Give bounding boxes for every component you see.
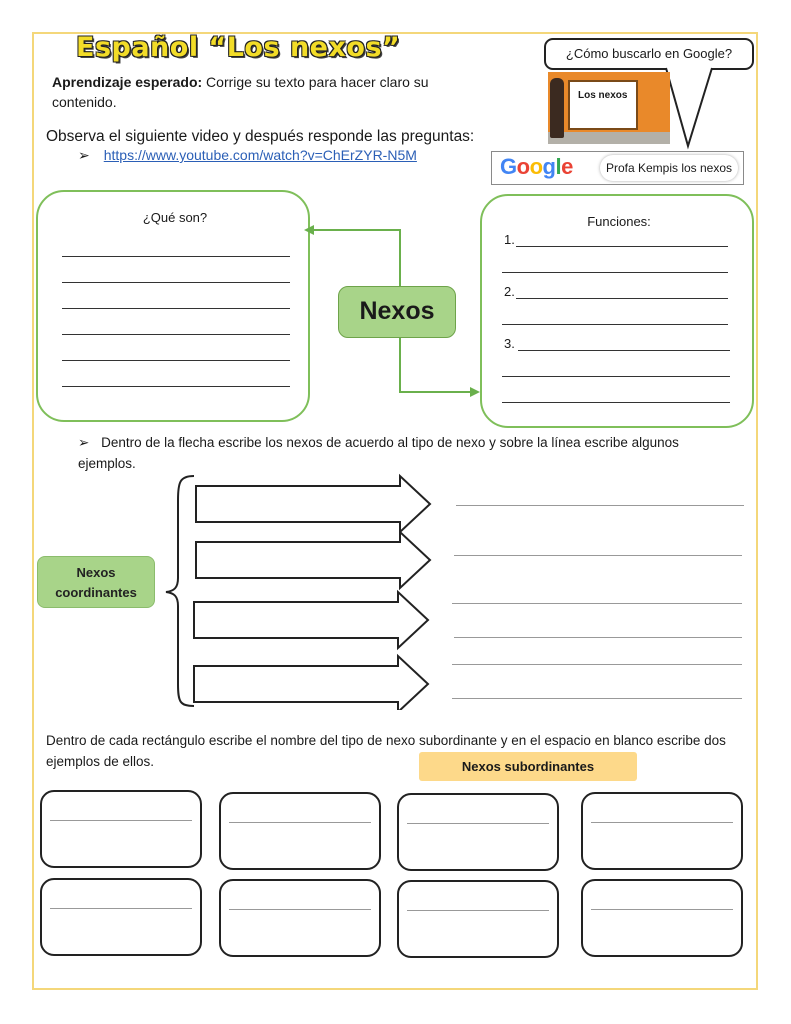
google-search-box[interactable] (491, 151, 744, 185)
teacher-avatar (550, 78, 564, 138)
function-item-1: 1. (504, 232, 515, 247)
example-line-6 (452, 698, 742, 699)
arrow-bullet-icon: ➢ (78, 147, 90, 163)
video-thumbnail[interactable] (548, 72, 670, 144)
subordinating-tag: Nexos subordinantes (419, 752, 637, 781)
coordinating-tag-line2: coordinantes (55, 585, 137, 600)
what-are-box (36, 190, 310, 422)
coordinating-tag-line1: Nexos (76, 565, 116, 580)
coordinating-instruction-text: Dentro de la flecha escribe los nexos de acuerdo al tipo de nexo y sobre la línea escribe algunos ejemplos. (78, 435, 679, 471)
learning-objective (52, 72, 492, 112)
arrow-shape-4 (194, 656, 428, 710)
nexos-center-box: Nexos (338, 286, 456, 338)
what-are-title: ¿Qué son? (142, 210, 208, 225)
example-line-4 (454, 637, 742, 638)
subordinating-instruction: Dentro de cada rectángulo escribe el nombre del tipo de nexo subordinante y en el espacio en blanco escribe dos ejemplos de ellos. (46, 733, 726, 769)
subordinate-rect-3 (397, 793, 559, 871)
learning-objective-text: Corrige su texto para hacer claro su contenido. (52, 74, 429, 110)
page-title: Español “Los nexos” (76, 32, 401, 63)
example-line-2 (454, 555, 742, 556)
google-query: Profa Kempis los nexos (600, 155, 738, 181)
example-line-3 (452, 603, 742, 604)
google-logo: Google (500, 154, 573, 179)
function-item-2: 2. (504, 284, 515, 299)
thumbnail-label: Los nexos (578, 90, 628, 101)
function-item-3: 3. (504, 336, 515, 351)
speech-bubble: ¿Cómo buscarlo en Google? (544, 38, 754, 70)
subordinate-rect-4 (581, 792, 743, 870)
arrow-shape-3 (194, 592, 428, 648)
link-row (78, 147, 417, 164)
thumbnail-board (568, 80, 638, 130)
example-line-5 (452, 664, 742, 665)
subordinate-rect-6 (219, 879, 381, 957)
subordinate-rect-8 (581, 879, 743, 957)
functions-box (480, 194, 754, 428)
subordinate-rect-2 (219, 792, 381, 870)
arrow-shape-1 (196, 476, 430, 532)
example-line-1 (456, 505, 744, 506)
video-link[interactable]: https://www.youtube.com/watch?v=ChErZYR-N5M (103, 147, 417, 163)
learning-objective-label: Aprendizaje esperado: (52, 74, 203, 90)
coordinating-instruction (78, 432, 738, 474)
thumbnail-floor (548, 132, 670, 144)
observe-instruction: Observa el siguiente video y después responde las preguntas: (46, 128, 475, 145)
coordinating-tag (37, 556, 155, 608)
functions-title: Funciones: (587, 214, 651, 229)
subordinate-rect-5 (40, 878, 202, 956)
subordinate-rect-1 (40, 790, 202, 868)
arrow-shape-2 (196, 532, 430, 588)
arrow-bullet-icon: ➢ (78, 435, 90, 450)
subordinate-rect-7 (397, 880, 559, 958)
coordinating-diagram (150, 470, 450, 710)
